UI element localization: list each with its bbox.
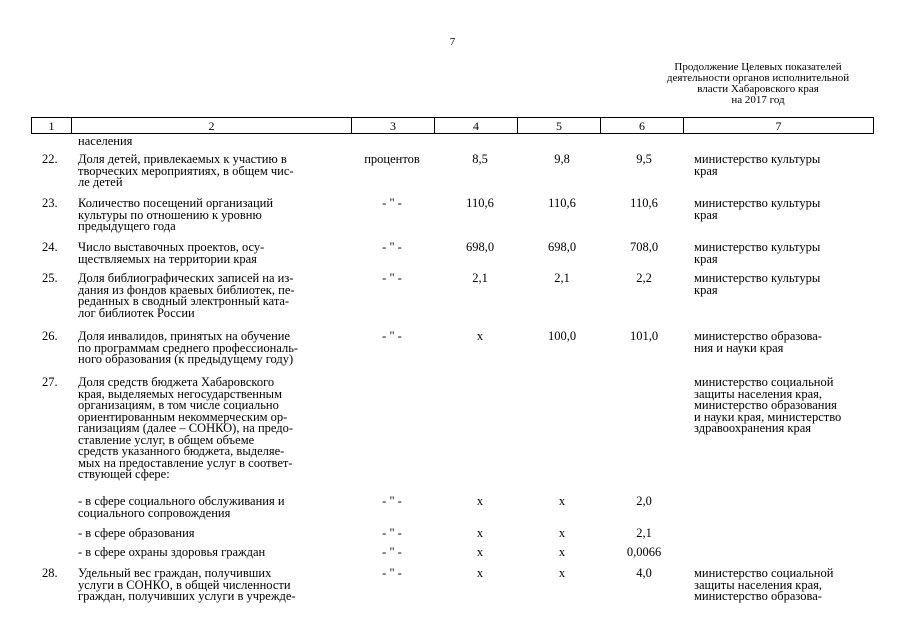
row-number: 26.: [42, 329, 58, 343]
column-number: 5: [518, 118, 601, 134]
row-number: 22.: [42, 152, 58, 166]
responsible-line: и науки края, министерство: [694, 409, 842, 424]
responsible-line: ния и науки края: [694, 340, 784, 355]
indicator-name-line: Удельный вес граждан, получивших: [78, 566, 272, 580]
value-cell-col6: 0,0066: [626, 545, 662, 559]
value-cell-col5: 110,6: [548, 196, 576, 210]
value-cell-col6: 4,0: [636, 566, 652, 580]
value-cell-col5: 100,0: [547, 329, 577, 343]
responsible-line: министерство социальной: [694, 566, 834, 580]
indicator-name-line: реданных в сводный электронный катa-: [78, 294, 290, 308]
value-cell-col6: 708,0: [629, 240, 659, 254]
value-cell-col5: 9,8: [554, 152, 570, 166]
row-number: 24.: [42, 240, 58, 254]
value-cell-col4: 8,5: [472, 152, 488, 166]
indicator-name-line: творческих мероприятиях, в общем чис-: [78, 163, 294, 178]
column-number-header: [31, 117, 874, 134]
column-number: 7: [684, 118, 874, 134]
indicator-name-line: Доля средств бюджета Хабаровского: [78, 375, 275, 389]
value-cell-col4: х: [476, 494, 484, 508]
column-number: 3: [352, 118, 435, 134]
unit-cell: - " -: [382, 271, 402, 285]
row-number: 23.: [42, 196, 58, 210]
indicator-name-line: Количество посещений организаций: [78, 196, 274, 210]
value-cell-col6: 2,2: [636, 271, 652, 285]
responsible-line: края: [694, 251, 718, 266]
indicator-name-line: ле детей: [78, 175, 123, 189]
value-cell-col4: х: [476, 329, 484, 343]
unit-cell: процентов: [364, 152, 420, 166]
indicator-name-line: по программам среднего профессиональ-: [78, 340, 299, 355]
indicator-name-line: ществляемых на территории края: [78, 251, 257, 266]
unit-cell: - " -: [382, 526, 402, 540]
responsible-line: защиты населения края,: [694, 386, 823, 401]
value-cell-col6: 101,0: [629, 329, 659, 343]
value-cell-col5: х: [558, 526, 566, 540]
indicator-name-line: дания из фондов краевых библиотек, пе-: [78, 282, 295, 297]
indicator-name-line: ставление услуг, в общем объеме: [78, 432, 255, 447]
indicator-name-line: - в сфере охраны здоровья граждан: [78, 545, 266, 559]
responsible-line: края: [694, 282, 718, 297]
responsible-line: министерство образова-: [694, 329, 822, 343]
unit-cell: - " -: [382, 196, 402, 210]
responsible-line: края: [694, 207, 718, 222]
indicator-name-line: ориентированным некоммерческим ор-: [78, 409, 288, 424]
continuation-line: деятельности органов исполнительной: [666, 72, 850, 84]
row-number: 27.: [42, 375, 58, 389]
value-cell-col6: 9,5: [636, 152, 652, 166]
continuation-heading: [643, 62, 873, 106]
indicator-name-line: организациям, в том числе социально: [78, 398, 279, 412]
value-cell-col4: 110,6: [466, 196, 494, 210]
unit-cell: - " -: [382, 494, 402, 508]
responsible-line: министерство образования: [694, 398, 837, 412]
continuation-line: власти Хабаровского края: [697, 83, 819, 95]
indicator-name-line: Доля библиографических записей на из-: [78, 271, 294, 285]
value-cell-col6: 2,0: [636, 494, 652, 508]
indicator-name-line: - в сфере образования: [78, 526, 195, 540]
indicator-name-line: средств указанного бюджета, выделяе-: [78, 444, 285, 458]
responsible-line: здравоохранения края: [694, 421, 812, 435]
indicator-name-line: социального сопровождения: [78, 505, 231, 520]
indicator-name-line: граждан, получивших услуги в учрежде-: [78, 589, 296, 603]
responsible-line: края: [694, 163, 718, 178]
value-cell-col6: 110,6: [630, 196, 658, 210]
value-cell-col5: 2,1: [554, 271, 570, 285]
value-cell-col5: х: [558, 545, 566, 559]
continuation-line: Продолжение Целевых показателей: [674, 61, 842, 73]
responsible-line: министерство культуры: [694, 240, 821, 254]
indicator-name-line: ствующей сфере:: [78, 467, 170, 481]
unit-cell: - " -: [382, 329, 402, 343]
value-cell-col4: 698,0: [465, 240, 495, 254]
row-number: 28.: [42, 566, 58, 580]
indicator-name-line: Доля инвалидов, принятых на обучение: [78, 329, 290, 343]
carried-text: населения: [78, 134, 133, 148]
value-cell-col6: 2,1: [636, 526, 652, 540]
value-cell-col4: х: [476, 545, 484, 559]
indicator-name-line: ного образования (к предыдущему году): [78, 352, 294, 366]
value-cell-col4: 2,1: [472, 271, 488, 285]
responsible-line: министерство культуры: [694, 152, 821, 166]
responsible-line: защиты населения края,: [694, 577, 823, 592]
indicator-name-line: предыдущего года: [78, 219, 176, 233]
continuation-line: на 2017 год: [731, 94, 785, 106]
responsible-line: министерство социальной: [694, 375, 834, 389]
indicator-name-line: услуги в СОНКО, в общей численности: [78, 577, 291, 592]
column-number: 4: [435, 118, 518, 134]
unit-cell: - " -: [382, 240, 402, 254]
column-number: 1: [32, 118, 72, 134]
indicator-name-line: ганизациям (далее – СОНКО), на предо-: [78, 421, 294, 435]
responsible-line: министерство культуры: [694, 196, 821, 210]
value-cell-col4: х: [476, 526, 484, 540]
value-cell-col5: х: [558, 566, 566, 580]
indicator-name-line: Число выставочных проектов, осу-: [78, 240, 265, 254]
indicator-name-line: - в сфере социального обслуживания и: [78, 494, 285, 508]
indicator-name-line: культуры по отношению к уровню: [78, 207, 262, 222]
unit-cell: - " -: [382, 566, 402, 580]
value-cell-col5: 698,0: [547, 240, 577, 254]
indicator-name-line: Доля детей, привлекаемых к участию в: [78, 152, 287, 166]
responsible-line: министерство образова-: [694, 589, 822, 603]
page-number: 7: [449, 36, 456, 48]
column-number: 6: [601, 118, 684, 134]
responsible-line: министерство культуры: [694, 271, 821, 285]
value-cell-col5: х: [558, 494, 566, 508]
value-cell-col4: х: [476, 566, 484, 580]
column-number: 2: [72, 118, 352, 134]
unit-cell: - " -: [382, 545, 402, 559]
indicator-name-line: лог библиотек России: [78, 305, 195, 320]
indicator-name-line: края, выделяемых негосударственным: [78, 386, 282, 401]
row-number: 25.: [42, 271, 58, 285]
indicator-name-line: мых на предоставление услуг в соответ-: [78, 455, 293, 470]
